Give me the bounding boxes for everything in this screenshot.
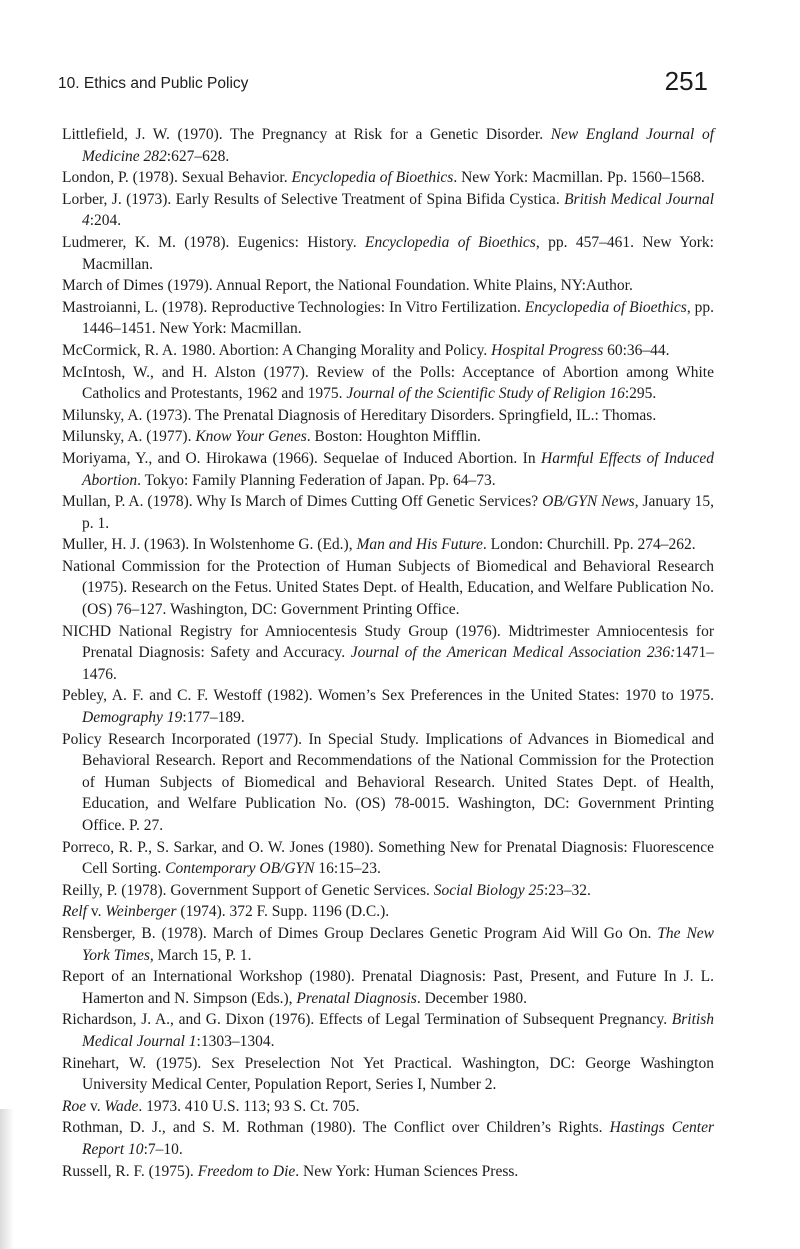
- reference-entry: [62, 167, 714, 189]
- reference-text: Milunsky, A. (1973). The Prenatal Diagnosis of Hereditary Disorders. Springfield, IL.: Thomas.: [62, 406, 657, 424]
- reference-title-italic: Encyclopedia of Bioethics: [524, 298, 687, 316]
- reference-text: Mastroianni, L. (1978). Reproductive Technologies: In Vitro Fertilization.: [62, 298, 525, 316]
- reference-entry: [62, 621, 714, 686]
- reference-entry: [62, 880, 714, 902]
- reference-title-italic: Demography 19: [82, 709, 183, 727]
- reference-title-italic: Weinberger: [105, 903, 177, 921]
- reference-text: Littlefield, J. W. (1970). The Pregnancy at Risk for a Genetic Disorder.: [62, 126, 551, 143]
- reference-text: :177–189.: [182, 709, 245, 727]
- reference-text: Richardson, J. A., and G. Dixon (1976). Effects of Legal Termination of Subsequent Pregnancy.: [62, 1011, 672, 1029]
- reference-title-italic: Man and His Future: [356, 536, 483, 554]
- reference-entry: [62, 1117, 714, 1160]
- reference-text: Policy Research Incorporated (1977). In Special Study. Implications of Advances in Biomedical and Behavioral Research. Report and Recommendations of the National Commission for the Protection of Human Subjects of Biomedical and Behavioral Research. United States Dept. of Health, Education, and Welfare Publication No. (OS) 78-0015. Washington, DC: Government Printing Office. P. 27.: [62, 730, 714, 834]
- reference-text: . New York: Human Sciences Press.: [295, 1162, 519, 1180]
- reference-entry: [62, 556, 714, 621]
- reference-entry: [62, 1096, 714, 1118]
- reference-title-italic: Social Biology 25: [433, 881, 544, 899]
- reference-text: . Boston: Houghton Mifflin.: [306, 428, 481, 446]
- reference-entry: [62, 232, 714, 275]
- reference-text: Porreco, R. P., S. Sarkar, and O. W. Jones (1980). Something New for Prenatal Diagnosis: Fluorescence Cell Sorting.: [62, 838, 714, 878]
- reference-text: Ludmerer, K. M. (1978). Eugenics: History.: [62, 233, 365, 251]
- reference-text: . Tokyo: Family Planning Federation of Japan. Pp. 64–73.: [137, 471, 496, 489]
- reference-text: . December 1980.: [416, 989, 527, 1007]
- reference-entry: [62, 1053, 714, 1096]
- page-edge-shadow: [0, 1109, 14, 1249]
- reference-title-italic: Roe: [62, 1097, 87, 1115]
- reference-entry: [62, 685, 714, 728]
- reference-text: Pebley, A. F. and C. F. Westoff (1982). Women’s Sex Preferences in the United States: 1970 to 1975.: [62, 687, 714, 705]
- reference-entry: [62, 405, 714, 427]
- reference-text: Reilly, P. (1978). Government Support of Genetic Services.: [62, 881, 434, 899]
- reference-title-italic: Encyclopedia of Bioethics: [365, 233, 536, 251]
- reference-text: :1303–1304.: [196, 1032, 275, 1050]
- reference-entry: [62, 1009, 714, 1052]
- reference-text: v.: [86, 903, 106, 921]
- reference-text: Mullan, P. A. (1978). Why Is March of Dimes Cutting Off Genetic Services?: [62, 493, 543, 511]
- reference-title-italic: British Medical Journal 4: [82, 190, 714, 230]
- reference-text: :7–10.: [143, 1140, 183, 1158]
- reference-text: Rensberger, B. (1978). March of Dimes Group Declares Genetic Program Aid Will Go On.: [62, 924, 658, 942]
- reference-text: Muller, H. J. (1963). In Wolstenhome G. (Ed.),: [62, 536, 357, 554]
- reference-title-italic: Wade: [104, 1097, 139, 1115]
- reference-text: , January 15, p. 1.: [82, 493, 715, 532]
- reference-entry: [62, 275, 714, 297]
- reference-entry: [62, 297, 714, 340]
- reference-title-italic: Hastings Center Report 10: [82, 1119, 714, 1158]
- reference-text: Report of an International Workshop (1980). Prenatal Diagnosis: Past, Present, and Future In J. L. Hamerton and N. Simpson (Eds.),: [62, 968, 714, 1007]
- reference-entry: [62, 448, 714, 491]
- reference-text: McIntosh, W., and H. Alston (1977). Review of the Polls: Acceptance of Abortion among White Catholics and Protestants, 1962 and 1975.: [62, 363, 714, 403]
- reference-text: 60:36–44.: [603, 341, 670, 359]
- reference-text: , pp. 1446–1451. New York: Macmillan.: [82, 298, 715, 338]
- reference-text: National Commission for the Protection of Human Subjects of Biomedical and Behavioral Research (1975). Research on the Fetus. United States Dept. of Health, Education, and Welfare Publication No. (OS) 76–127. Washington, DC: Government Printing Office.: [62, 557, 714, 619]
- reference-text: Rothman, D. J., and S. M. Rothman (1980). The Conflict over Children’s Rights.: [62, 1119, 610, 1137]
- reference-text: v.: [86, 1097, 105, 1115]
- reference-title-italic: Journal of the American Medical Association 236:: [350, 644, 676, 662]
- reference-entry: [62, 189, 714, 232]
- reference-text: McCormick, R. A. 1980. Abortion: A Changing Morality and Policy.: [62, 341, 492, 359]
- page-header: [58, 66, 708, 106]
- reference-title-italic: Prenatal Diagnosis: [296, 989, 417, 1007]
- reference-entry: [62, 362, 714, 405]
- reference-title-italic: New England Journal of Medicine 282: [82, 126, 714, 165]
- reference-text: March of Dimes (1979). Annual Report, the National Foundation. White Plains, NY:Author.: [62, 277, 633, 295]
- reference-text: 1471–1476.: [82, 644, 714, 683]
- reference-text: , March 15, P. 1.: [149, 946, 252, 964]
- reference-entry: [62, 837, 714, 880]
- reference-text: (1974). 372 F. Supp. 1196 (D.C.).: [176, 903, 390, 921]
- reference-title-italic: Encyclopedia of Bioethics: [291, 169, 454, 187]
- reference-text: Lorber, J. (1973). Early Results of Selective Treatment of Spina Bifida Cystica.: [62, 190, 565, 208]
- reference-entry: [62, 901, 714, 923]
- reference-title-italic: Hospital Progress: [491, 341, 604, 359]
- reference-title-italic: OB/GYN News: [542, 493, 635, 511]
- reference-entry: [62, 340, 714, 362]
- reference-list: [62, 124, 714, 1182]
- reference-title-italic: Journal of the Scientific Study of Religion 16: [346, 385, 625, 403]
- reference-text: . London: Churchill. Pp. 274–262.: [482, 536, 696, 554]
- reference-text: . 1973. 410 U.S. 113; 93 S. Ct. 705.: [138, 1097, 360, 1115]
- reference-title-italic: British Medical Journal 1: [82, 1011, 714, 1050]
- reference-entry: [62, 729, 714, 837]
- reference-entry: [62, 923, 714, 966]
- reference-text: NICHD National Registry for Amniocentesis Study Group (1976). Midtrimester Amniocentesis for Prenatal Diagnosis: Safety and Accuracy.: [62, 622, 714, 662]
- reference-entry: [62, 966, 714, 1009]
- reference-title-italic: Harmful Effects of Induced Abortion: [82, 449, 714, 489]
- reference-text: :295.: [624, 385, 657, 403]
- page-number: 251: [664, 66, 708, 96]
- reference-title-italic: The New York Times: [82, 924, 714, 964]
- reference-entry: [62, 534, 714, 556]
- reference-title-italic: Know Your Genes: [195, 428, 307, 446]
- reference-entry: [62, 124, 714, 167]
- reference-text: Moriyama, Y., and O. Hirokawa (1966). Sequelae of Induced Abortion. In: [62, 449, 542, 467]
- reference-text: Russell, R. F. (1975).: [62, 1162, 198, 1180]
- reference-text: Milunsky, A. (1977).: [62, 428, 196, 446]
- reference-text: 16:15–23.: [314, 860, 381, 878]
- reference-title-italic: Freedom to Die: [197, 1162, 296, 1180]
- reference-entry: [62, 1161, 714, 1183]
- reference-title-italic: Contemporary OB/GYN: [165, 860, 315, 878]
- reference-text: . New York: Macmillan. Pp. 1560–1568.: [453, 169, 705, 187]
- reference-text: London, P. (1978). Sexual Behavior.: [62, 169, 292, 187]
- reference-text: Rinehart, W. (1975). Sex Preselection Not Yet Practical. Washington, DC: George Washington University Medical Center, Population Report, Series I, Number 2.: [62, 1054, 714, 1094]
- running-head: 10. Ethics and Public Policy: [58, 75, 249, 92]
- reference-text: :627–628.: [166, 147, 230, 165]
- reference-text: , pp. 457–461. New York: Macmillan.: [82, 233, 714, 273]
- reference-entry: [62, 491, 714, 534]
- reference-text: :204.: [89, 212, 122, 230]
- reference-entry: [62, 426, 714, 448]
- reference-title-italic: Relf: [62, 903, 87, 921]
- reference-text: :23–32.: [544, 881, 591, 899]
